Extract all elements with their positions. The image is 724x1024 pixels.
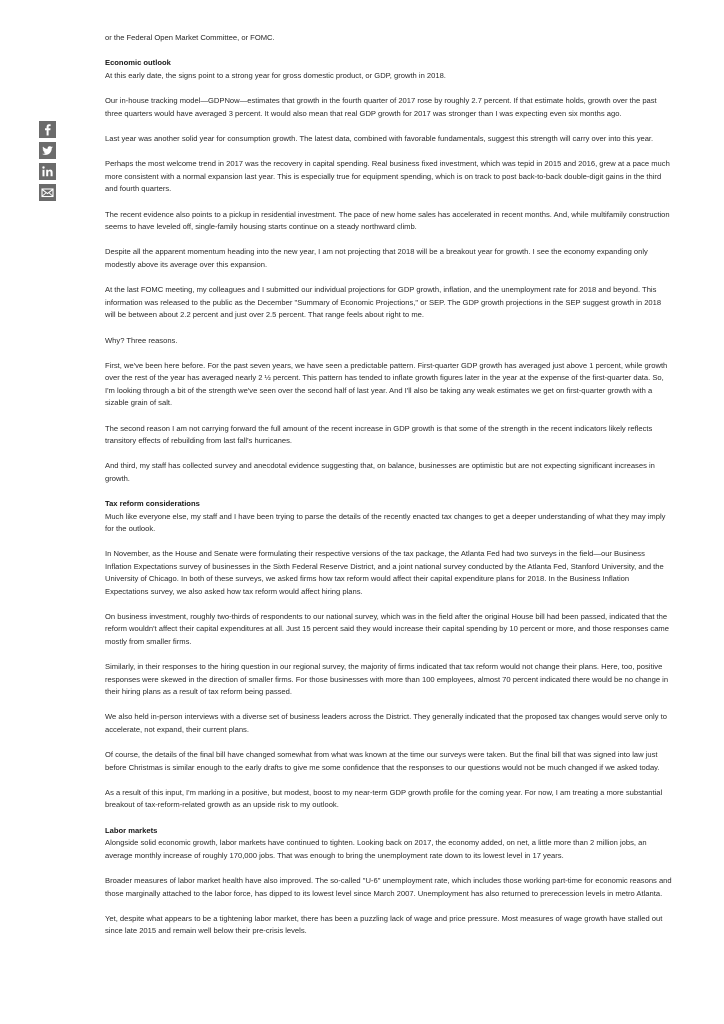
paragraph: Why? Three reasons. [105, 335, 178, 345]
paragraph: As a result of this input, I'm marking in a positive, but modest, boost to my near-term GDP growth profile for the coming year. For now, I am treating a more substantial breakout of tax-reform-related growth as an upside risk to my outlook. [105, 788, 663, 810]
paragraph: At this early date, the signs point to a strong year for gross domestic product, or GDP, growth in 2018. [105, 70, 446, 80]
paragraph: On business investment, roughly two-thirds of respondents to our national survey, which was in the field after the original House bill had been passed, indicated that the reform wouldn't affect their capital expenditures at all. Just 15 percent said they would increase their capital spending by 10 percent or more, and those responses came mostly from smaller firms. [105, 612, 669, 646]
paragraph: At the last FOMC meeting, my colleagues and I submitted our individual projections for GDP growth, inflation, and the unemployment rate for 2018 and beyond. This information was released to the public as the December "Summary of Economic Projections," or SEP. The GDP growth projections in the SEP suggest growth in 2018 will be between about 2.2 percent and just over 2.5 percent. That range feels about right to me. [105, 285, 662, 320]
paragraph: First, we've been here before. For the past seven years, we have seen a predictable pattern. First-quarter GDP growth has averaged just above 1 percent, while growth over the rest of the year has averaged nearly 2 ½ percent. This pattern has tended to inflate growth figures later in the year at the expense of the first-quarter data. So, I'm looking through a bit of the strength we've seen over the second half of last year. And I'll also be taking any weak estimates we get on first-quarter growth with a sizable grain of salt. [105, 360, 668, 408]
paragraph: The second reason I am not carrying forward the full amount of the recent increase in GDP growth is that some of the strength in the recent indicators likely reflects transitory effects of rebuilding from last fall's hurricanes. [105, 423, 653, 445]
email-icon [39, 184, 56, 201]
twitter-icon [39, 142, 56, 159]
paragraph: The recent evidence also points to a pickup in residential investment. The pace of new home sales has accelerated in recent months. And, while multifamily construction seems to have leveled off, single-family housing starts continue on a steady northward climb. [105, 209, 670, 232]
paragraph: Of course, the details of the final bill have changed somewhat from what was known at the time our surveys were taken. But the final bill that was signed into law just before Christmas is similar enough to the early drafts to give me some confidence that the responses to our questions would not be much changed if we asked today. [105, 750, 660, 772]
share-bar [39, 121, 56, 205]
paragraph: Perhaps the most welcome trend in 2017 was the recovery in capital spending. Real business fixed investment, which was tepid in 2015 and 2016, grew at a pace much more consistent with a normal expansion last year. This is especially true for equipment spending, which is on track to post back-to-back double-digit gains in the third and fourth quarters. [105, 159, 670, 194]
paragraph: Much like everyone else, my staff and I have been trying to parse the details of the recently enacted tax changes to get a deeper understanding of what they may imply for the outlook. [105, 511, 666, 533]
paragraph: Last year was another solid year for consumption growth. The latest data, combined with favorable fundamentals, suggest this strength will carry over into this year. [105, 134, 654, 144]
paragraph: Despite all the apparent momentum heading into the new year, I am not projecting that 2018 will be a breakout year for growth. I see the economy expanding only modestly above its average over this expansion. [105, 247, 648, 269]
intro-fragment: or the Federal Open Market Committee, or FOMC. [105, 33, 275, 42]
linkedin-icon [39, 163, 56, 180]
email-share-button[interactable] [39, 184, 56, 201]
twitter-share-button[interactable] [39, 142, 56, 159]
linkedin-share-button[interactable] [39, 163, 56, 180]
paragraph: Yet, despite what appears to be a tightening labor market, there has been a puzzling lack of wage and price pressure. Most measures of wage growth have stalled out since late 2015 and remain well below their pre-crisis levels. [105, 913, 663, 936]
article-body [105, 32, 673, 951]
section-heading-labor-markets: Labor markets [105, 825, 158, 835]
paragraph: We also held in-person interviews with a diverse set of business leaders across the District. They generally indicated that the proposed tax changes would serve only to accelerate, not expand, their current plans. [105, 712, 667, 734]
paragraph: Broader measures of labor market health have also improved. The so-called "U-6" unemployment rate, which includes those working part-time for economic reasons and those marginally attached to the labor force, has dipped to its lowest level since March 2007. Unemployment has also returned to prerecession levels in metro Atlanta. [105, 876, 672, 898]
paragraph: In November, as the House and Senate were formulating their respective versions of the tax package, the Atlanta Fed had two surveys in the field—our Business Inflation Expectations survey of businesses in the Sixth Federal Reserve District, and a joint national survey conducted by the Atlanta Fed, Stanford University, and the University of Chicago. In both of these surveys, we asked firms how tax reform would affect their capital expenditure plans for 2018. In the Business Inflation Expectations survey, we also asked how tax reform would affect hiring plans. [105, 549, 664, 596]
paragraph: And third, my staff has collected survey and anecdotal evidence suggesting that, on balance, businesses are optimistic but are not expecting significant increases in growth. [105, 461, 655, 483]
facebook-icon [39, 121, 56, 138]
paragraph: Our in-house tracking model—GDPNow—estimates that growth in the fourth quarter of 2017 rose by roughly 2.7 percent. If that estimate holds, growth over the past three quarters would have averaged 3 percent. It would also mean that real GDP growth for 2017 was stronger than I was expecting even six months ago. [105, 96, 657, 118]
section-heading-economic-outlook: Economic outlook [105, 58, 171, 68]
facebook-share-button[interactable] [39, 121, 56, 138]
paragraph: Similarly, in their responses to the hiring question in our regional survey, the majority of firms indicated that tax reform would not change their plans. Here, too, positive responses were skewed in the direction of smaller firms. For those businesses with more than 100 employees, almost 70 percent indicated there would be no change in their hiring plans as a result of tax reform being passed. [105, 662, 669, 697]
section-heading-tax-reform: Tax reform considerations [105, 499, 200, 509]
paragraph: Alongside solid economic growth, labor markets have continued to tighten. Looking back on 2017, the economy added, on net, a little more than 2 million jobs, an average monthly increase of roughly 170,000 jobs. That was enough to bring the unemployment rate down to its lowest level in 17 years. [105, 838, 647, 860]
